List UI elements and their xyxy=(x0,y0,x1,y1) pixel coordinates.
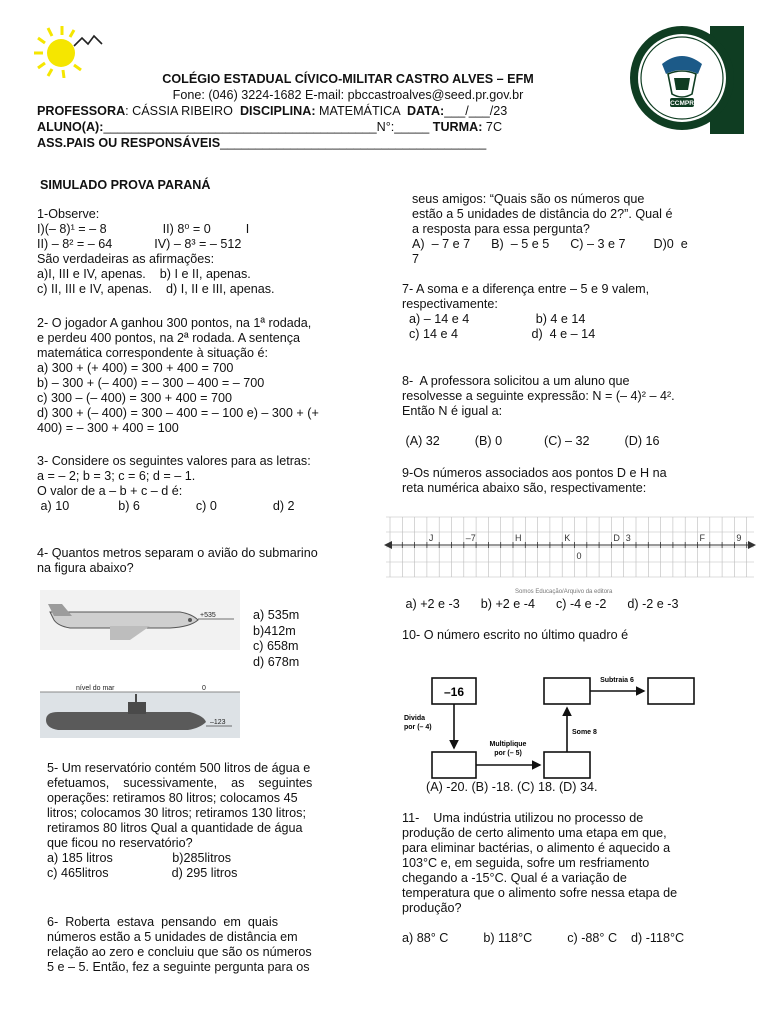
q8-options: (A) 32 (B) 0 (C) – 32 (D) 16 xyxy=(402,434,660,448)
q2-line: matemática correspondente à situação é: xyxy=(37,346,269,360)
school-name: COLÉGIO ESTADUAL CÍVICO-MILITAR CASTRO ALVES – EFM xyxy=(162,72,534,86)
question-8 xyxy=(402,374,722,449)
arrow-right-icon xyxy=(748,541,756,549)
q4-line: na figura abaixo? xyxy=(37,561,134,575)
student-line xyxy=(37,120,502,136)
question-4 xyxy=(37,546,367,576)
q9-options: a) +2 e -3 b) +2 e -4 c) -4 e -2 d) -2 e -3 xyxy=(402,597,679,611)
number-line-zero: 0 xyxy=(576,551,582,561)
q5-line: que ficou no reservatório? xyxy=(47,836,193,850)
professor-label: PROFESSORA xyxy=(37,104,126,118)
arrow-left-icon xyxy=(384,541,392,549)
submarine-depth-label: –123 xyxy=(210,719,226,726)
q6-line: números estão a 5 unidades de distância em xyxy=(47,930,298,944)
q4-options xyxy=(253,608,299,670)
number-line-figure xyxy=(384,515,756,597)
q10-options: (A) -20. (B) -18. (C) 18. (D) 34. xyxy=(426,780,598,794)
question-10: 10- O número escrito no último quadro é xyxy=(402,628,629,642)
parents-label: ASS.PAIS OU RESPONSÁVEIS xyxy=(37,136,221,150)
question-6-continued xyxy=(412,192,712,267)
q6-line: 5 e – 5. Então, fez a seguinte pergunta para os xyxy=(47,960,310,974)
q4-line: 4- Quantos metros separam o avião do submarino xyxy=(37,546,318,560)
number-line-label: K xyxy=(564,533,571,543)
q1-option: a)I, III e IV, apenas. b) I e II, apenas. xyxy=(37,267,251,281)
operations-flowchart xyxy=(404,672,726,782)
q3-options: a) 10 b) 6 c) 0 d) 2 xyxy=(37,499,295,513)
question-7 xyxy=(402,282,712,342)
q4-option: b)412m xyxy=(253,623,296,638)
step1-label: por (– 4) xyxy=(404,724,432,731)
q3-line: O valor de a – b + c – d é: xyxy=(37,484,183,498)
class-label: TURMA: xyxy=(432,120,483,134)
step2-label: Multiplique xyxy=(489,741,527,748)
q3-line: 3- Considere os seguintes valores para as letras: xyxy=(37,454,311,468)
box-3 xyxy=(544,752,590,778)
q1-line: II) – 8² = – 64 IV) – 8³ = – 512 xyxy=(37,237,242,251)
date-value: ___/___/23 xyxy=(444,104,508,118)
sea-zero-label: 0 xyxy=(202,685,206,692)
number-line-label: 9 xyxy=(736,533,742,543)
student-blank[interactable]: _______________________________________N°:_____ xyxy=(103,120,433,134)
q11-line: 11- Uma indústria utilizou no processo de xyxy=(402,811,644,825)
q1-option: c) II, III e IV, apenas. d) I, II e III, apenas. xyxy=(37,282,275,296)
q4-option: d) 678m xyxy=(253,654,300,669)
box-4 xyxy=(544,678,590,704)
q5-line: efetuamos, sucessivamente, as seguintes xyxy=(47,776,313,790)
professor-value: : CÁSSIA RIBEIRO xyxy=(125,104,240,118)
q4-option: a) 535m xyxy=(253,608,300,622)
number-line-label: J xyxy=(428,533,434,543)
exam-title: SIMULADO PROVA PARANÁ xyxy=(40,178,211,192)
q2-option: b) – 300 + (– 400) = – 300 – 400 = – 700 xyxy=(37,376,265,390)
figure-credit: Somos Educação/Arquivo da editora xyxy=(515,589,613,595)
q11-line: 103°C e, em seguida, sofre um resfriamento xyxy=(402,856,650,870)
q2-option: a) 300 + (+ 400) = 300 + 400 = 700 xyxy=(37,361,234,375)
step2-label: por (– 5) xyxy=(494,750,522,757)
number-line-label: –7 xyxy=(465,533,476,543)
student-label: ALUNO(A): xyxy=(37,120,104,134)
airplane-submarine-figure xyxy=(40,590,240,738)
question-5 xyxy=(47,761,367,881)
last-box xyxy=(648,678,694,704)
q7-line: 7- A soma e a diferença entre – 5 e 9 valem, xyxy=(402,282,650,296)
badge-text: CCMPR xyxy=(670,100,694,107)
professor-line xyxy=(37,104,507,120)
q1-line: 1-Observe: xyxy=(37,207,100,221)
box-2 xyxy=(432,752,476,778)
q2-option: 400) = – 300 + 400 = 100 xyxy=(37,421,179,435)
q4-option: c) 658m xyxy=(253,639,299,653)
q5-line: litros; colocamos 30 litros; retiramos 130 litros; xyxy=(47,806,306,820)
start-value: –16 xyxy=(443,685,465,699)
q8-line: resolvesse a seguinte expressão: N = (– 4)² – 4². xyxy=(402,389,675,403)
number-line-label: F xyxy=(699,533,705,543)
question-2 xyxy=(37,316,367,436)
q5-line: retiramos 80 litros Qual a quantidade de água xyxy=(47,821,303,835)
school-logo-sun-icon xyxy=(34,26,106,78)
q6-line: relação ao zero e concluiu que são os números xyxy=(47,945,312,959)
q7-option: c) 14 e 4 d) 4 e – 14 xyxy=(402,327,596,341)
parents-line xyxy=(37,136,486,152)
q8-line: 8- A professora solicitou a um aluno que xyxy=(402,374,630,388)
q11-line: temperatura que o alimento sofre nessa etapa de xyxy=(402,886,678,900)
q2-line: e perdeu 400 pontos, na 2ª rodada. A sentença xyxy=(37,331,301,345)
q5-option: c) 465litros d) 295 litros xyxy=(47,866,238,880)
q5-line: 5- Um reservatório contém 500 litros de água e xyxy=(47,761,311,775)
discipline-label: DISCIPLINA: xyxy=(239,104,316,118)
step1-label: Divida xyxy=(404,715,426,722)
date-label: DATA: xyxy=(406,104,445,118)
class-value: 7C xyxy=(482,120,503,134)
q11-line: para eliminar bactérias, o alimento é aquecido a xyxy=(402,841,671,855)
q2-option: d) 300 + (– 400) = 300 – 400 = – 100 e) – 300 + (+ xyxy=(37,406,319,420)
number-line-label: H xyxy=(515,533,522,543)
question-6 xyxy=(47,915,367,975)
q11-line: produção? xyxy=(402,901,462,915)
q6-line: 6- Roberta estava pensando em quais xyxy=(47,915,279,929)
q6-options: A) – 7 e 7 B) – 5 e 5 C) – 3 e 7 D)0 e xyxy=(412,237,688,251)
discipline-value: MATEMÁTICA xyxy=(315,104,407,118)
question-1 xyxy=(37,207,367,297)
q1-line: São verdadeiras as afirmações: xyxy=(37,252,215,266)
question-9 xyxy=(402,466,722,496)
q8-line: Então N é igual a: xyxy=(402,404,503,418)
q6-options: 7 xyxy=(412,252,420,266)
q5-option: a) 185 litros b)285litros xyxy=(47,851,232,865)
q11-options: a) 88° C b) 118°C c) -88° C d) -118°C xyxy=(402,931,685,945)
q3-line: a = – 2; b = 3; c = 6; d = – 1. xyxy=(37,469,196,483)
step3-label: Some 8 xyxy=(572,729,597,736)
q9-line: 9-Os números associados aos pontos D e H na xyxy=(402,466,667,480)
q9-line: reta numérica abaixo são, respectivamente: xyxy=(402,481,647,495)
q5-line: operações: retiramos 80 litros; colocamos 45 xyxy=(47,791,298,805)
number-line-label: D xyxy=(613,533,620,543)
q6-line: a resposta para essa pergunta? xyxy=(412,222,590,236)
q2-option: c) 300 – (– 400) = 300 + 400 = 700 xyxy=(37,391,233,405)
q6-line: estão a 5 unidades de distância do 2?”. Qual é xyxy=(412,207,673,221)
q7-option: a) – 14 e 4 b) 4 e 14 xyxy=(402,312,586,326)
question-11 xyxy=(402,811,722,946)
q6-line: seus amigos: “Quais são os números que xyxy=(412,192,645,206)
question-3 xyxy=(37,454,367,514)
q1-line: I)(– 8)¹ = – 8 II) 8⁰ = 0 I xyxy=(37,222,250,236)
q2-line: 2- O jogador A ganhou 300 pontos, na 1ª rodada, xyxy=(37,316,312,330)
sea-level-label: nível do mar xyxy=(76,685,115,692)
school-contact: Fone: (046) 3224-1682 E-mail: pbccastroalves@seed.pr.gov.br xyxy=(172,88,524,102)
q11-line: chegando a -15°C. Qual é a variação de xyxy=(402,871,627,885)
number-line-label: 3 xyxy=(625,533,631,543)
parents-blank[interactable]: ______________________________________ xyxy=(220,136,487,150)
q11-line: produção de certo alimento uma etapa em que, xyxy=(402,826,667,840)
plane-altitude-label: +535 xyxy=(200,612,216,619)
q7-line: respectivamente: xyxy=(402,297,498,311)
step4-label: Subtraia 6 xyxy=(600,677,634,684)
